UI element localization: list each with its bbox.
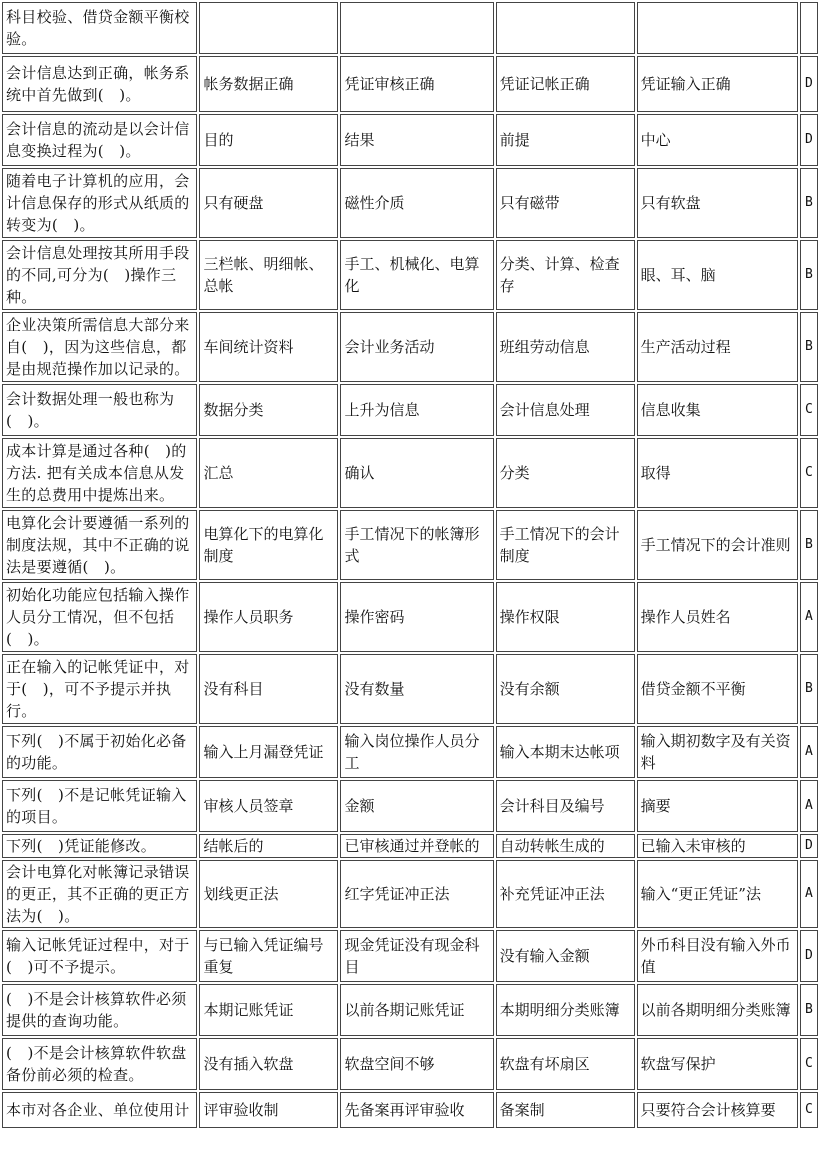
table-row [2,384,818,436]
question-cell: 成本计算是通过各种( )的方法. 把有关成本信息从发生的总费用中提炼出来。 [2,438,197,508]
option-c-cell: 补充凭证冲正法 [496,860,635,928]
option-a-cell: 汇总 [199,438,338,508]
option-b-cell: 先备案再评审验收 [340,1092,493,1128]
option-b-cell: 结果 [340,114,493,166]
option-a-cell: 操作人员职务 [199,582,338,652]
option-d-cell: 以前各期明细分类账簿 [637,984,798,1036]
answer-cell: D [800,56,818,112]
question-cell: 电算化会计要遵循一系列的制度法规，其中不正确的说法是要遵循( )。 [2,510,197,580]
option-a-cell: 与已输入凭证编号重复 [199,930,338,982]
answer-cell: D [800,834,818,858]
option-c-cell: 会计信息处理 [496,384,635,436]
table-row [2,2,818,54]
answer-cell: B [800,984,818,1036]
option-b-cell: 以前各期记账凭证 [340,984,493,1036]
option-c-cell: 本期明细分类账簿 [496,984,635,1036]
option-b-cell: 上升为信息 [340,384,493,436]
option-c-cell: 会计科目及编号 [496,780,635,832]
option-b-cell: 软盘空间不够 [340,1038,493,1090]
option-a-cell: 没有插入软盘 [199,1038,338,1090]
option-a-cell: 输入上月漏登凭证 [199,726,338,778]
option-c-cell: 前提 [496,114,635,166]
option-b-cell: 手工情况下的帐簿形式 [340,510,493,580]
option-b-cell: 磁性介质 [340,168,493,238]
question-cell: 下列( )不是记帐凭证输入的项目。 [2,780,197,832]
option-d-cell: 已输入未审核的 [637,834,798,858]
option-d-cell: 中心 [637,114,798,166]
option-d-cell: 眼、耳、脑 [637,240,798,310]
option-b-cell: 没有数量 [340,654,493,724]
answer-cell: A [800,780,818,832]
question-cell: 下列( )凭证能修改。 [2,834,197,858]
option-c-cell: 凭证记帐正确 [496,56,635,112]
table-row [2,1038,818,1090]
option-c-cell: 只有磁带 [496,168,635,238]
option-c-cell [496,2,635,54]
question-cell: 会计信息处理按其所用手段的不同,可分为( )操作三种。 [2,240,197,310]
option-c-cell: 备案制 [496,1092,635,1128]
answer-cell: A [800,726,818,778]
option-b-cell: 确认 [340,438,493,508]
table-row [2,582,818,652]
option-a-cell [199,2,338,54]
question-cell: 科目校验、借贷金额平衡校验。 [2,2,197,54]
table-row [2,312,818,382]
question-cell: ( )不是会计核算软件必须提供的查询功能。 [2,984,197,1036]
table-row [2,726,818,778]
option-c-cell: 软盘有坏扇区 [496,1038,635,1090]
question-cell: 会计数据处理一般也称为( )。 [2,384,197,436]
option-b-cell: 操作密码 [340,582,493,652]
answer-cell: B [800,510,818,580]
answer-cell: D [800,930,818,982]
answer-cell: B [800,240,818,310]
option-a-cell: 帐务数据正确 [199,56,338,112]
option-b-cell: 输入岗位操作人员分工 [340,726,493,778]
question-cell: 会计信息达到正确，帐务系统中首先做到( )。 [2,56,197,112]
table-row [2,780,818,832]
option-d-cell: 取得 [637,438,798,508]
option-d-cell: 软盘写保护 [637,1038,798,1090]
answer-cell: A [800,860,818,928]
question-cell: 下列( )不属于初始化必备的功能。 [2,726,197,778]
option-b-cell [340,2,493,54]
option-c-cell: 分类 [496,438,635,508]
question-cell: 初始化功能应包括输入操作人员分工情况，但不包括( )。 [2,582,197,652]
option-d-cell [637,2,798,54]
table-row [2,984,818,1036]
question-cell: 正在输入的记帐凭证中，对于( )，可不予提示并执行。 [2,654,197,724]
option-b-cell: 红字凭证冲正法 [340,860,493,928]
table-row [2,114,818,166]
option-d-cell: 凭证输入正确 [637,56,798,112]
table-row [2,240,818,310]
table-row [2,860,818,928]
option-a-cell: 三栏帐、明细帐、总帐 [199,240,338,310]
table-row [2,654,818,724]
question-table-body [2,2,818,1128]
table-row [2,834,818,858]
answer-cell: A [800,582,818,652]
table-row [2,1092,818,1128]
question-cell: 企业决策所需信息大部分来自( )，因为这些信息，都是由规范操作加以记录的。 [2,312,197,382]
option-b-cell: 凭证审核正确 [340,56,493,112]
option-c-cell: 分类、计算、检查存 [496,240,635,310]
table-row [2,56,818,112]
option-a-cell: 审核人员签章 [199,780,338,832]
option-a-cell: 电算化下的电算化制度 [199,510,338,580]
table-row [2,438,818,508]
question-cell: ( )不是会计核算软件软盘备份前必须的检查。 [2,1038,197,1090]
option-d-cell: 输入“更正凭证”法 [637,860,798,928]
answer-cell: B [800,312,818,382]
option-d-cell: 输入期初数字及有关资料 [637,726,798,778]
option-d-cell: 借贷金额不平衡 [637,654,798,724]
answer-cell: C [800,1038,818,1090]
option-d-cell: 信息收集 [637,384,798,436]
option-c-cell: 输入本期末达帐项 [496,726,635,778]
option-d-cell: 手工情况下的会计准则 [637,510,798,580]
option-a-cell: 数据分类 [199,384,338,436]
option-b-cell: 已审核通过并登帐的 [340,834,493,858]
option-b-cell: 手工、机械化、电算化 [340,240,493,310]
option-c-cell: 操作权限 [496,582,635,652]
option-a-cell: 结帐后的 [199,834,338,858]
option-a-cell: 没有科目 [199,654,338,724]
question-cell: 本市对各企业、单位使用计 [2,1092,197,1128]
table-row [2,510,818,580]
question-cell: 会计电算化对帐簿记录错误的更正，其不正确的更正方法为( )。 [2,860,197,928]
answer-cell: C [800,438,818,508]
option-d-cell: 只有软盘 [637,168,798,238]
answer-cell: B [800,654,818,724]
option-a-cell: 本期记账凭证 [199,984,338,1036]
table-row [2,168,818,238]
option-d-cell: 摘要 [637,780,798,832]
question-cell: 会计信息的流动是以会计信息变换过程为( )。 [2,114,197,166]
option-c-cell: 没有输入金额 [496,930,635,982]
option-c-cell: 手工情况下的会计制度 [496,510,635,580]
option-d-cell: 生产活动过程 [637,312,798,382]
option-a-cell: 只有硬盘 [199,168,338,238]
answer-cell: B [800,168,818,238]
option-a-cell: 目的 [199,114,338,166]
option-a-cell: 评审验收制 [199,1092,338,1128]
answer-cell: D [800,114,818,166]
table-row [2,930,818,982]
option-c-cell: 没有余额 [496,654,635,724]
option-d-cell: 外币科目没有输入外币值 [637,930,798,982]
option-b-cell: 金额 [340,780,493,832]
option-b-cell: 会计业务活动 [340,312,493,382]
option-c-cell: 班组劳动信息 [496,312,635,382]
option-c-cell: 自动转帐生成的 [496,834,635,858]
answer-cell: C [800,384,818,436]
question-cell: 输入记帐凭证过程中，对于( )可不予提示。 [2,930,197,982]
option-d-cell: 操作人员姓名 [637,582,798,652]
option-b-cell: 现金凭证没有现金科目 [340,930,493,982]
option-a-cell: 车间统计资料 [199,312,338,382]
option-a-cell: 划线更正法 [199,860,338,928]
question-cell: 随着电子计算机的应用，会计信息保存的形式从纸质的转变为( )。 [2,168,197,238]
answer-cell: C [800,1092,818,1128]
option-d-cell: 只要符合会计核算要 [637,1092,798,1128]
answer-cell [800,2,818,54]
